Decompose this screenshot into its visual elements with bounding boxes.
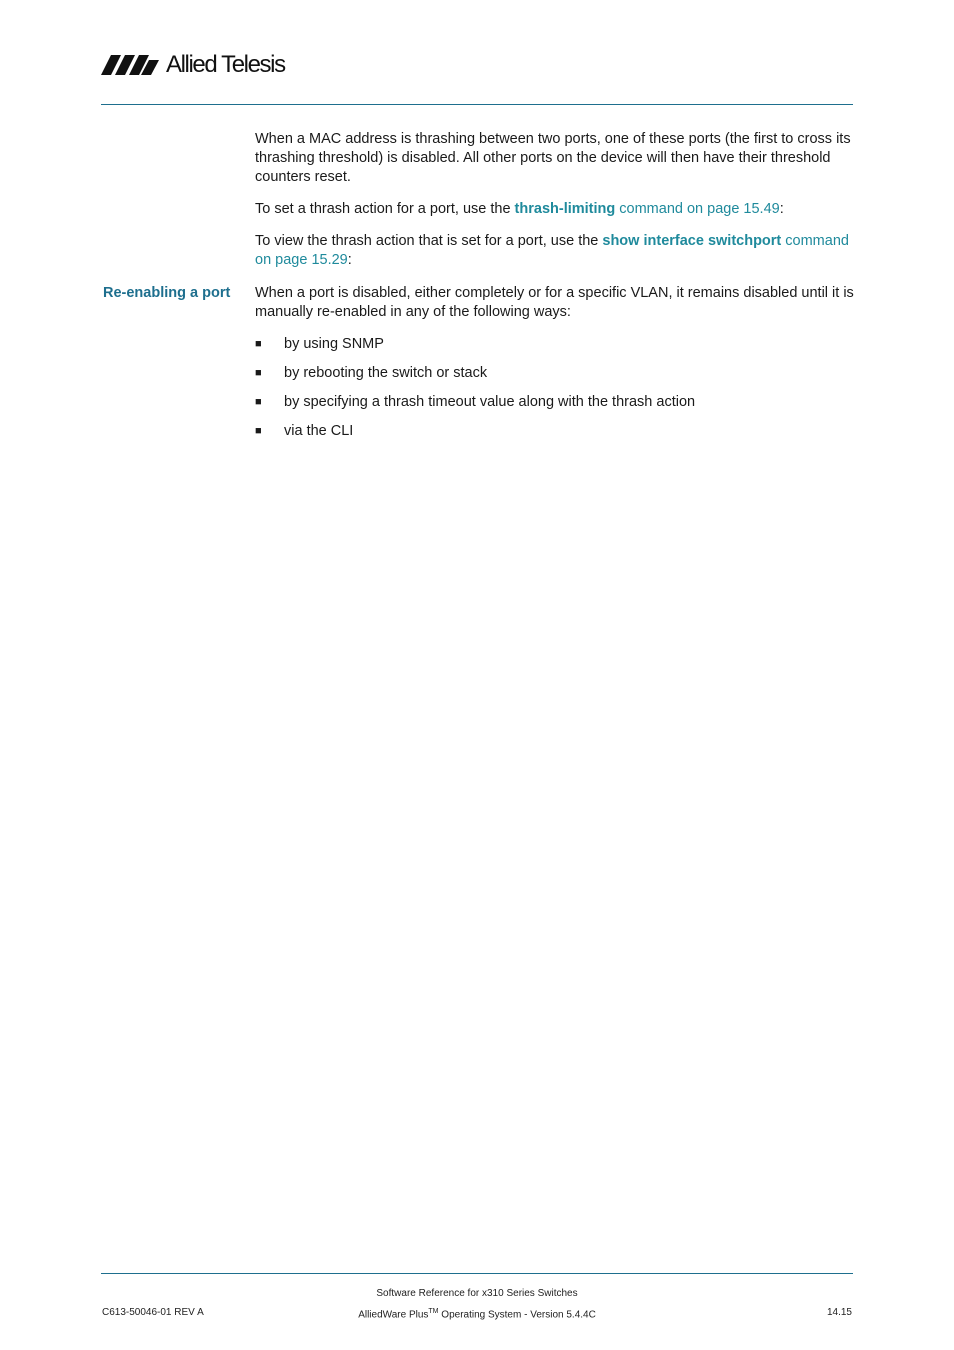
show-interface-switchport-link[interactable]: show interface switchport [602,233,782,249]
footer-doc-title: Software Reference for x310 Series Switches [376,1288,578,1299]
paragraph-view-thrash-action [255,232,855,270]
paragraph-text: To view the thrash action that is set for a port, use the [255,233,603,249]
bullet-icon: ■ [255,425,262,437]
bullet-icon: ■ [255,396,262,408]
footer-divider [101,1273,853,1274]
thrash-limiting-link[interactable]: thrash-limiting [514,201,616,217]
list-item-text: by specifying a thrash timeout value along with the thrash action [284,394,696,410]
paragraph-text: : [347,252,352,268]
page-number: 14.15 [826,1307,852,1318]
bullet-icon: ■ [255,367,262,379]
page-reference-link[interactable]: command on page 15.49 [615,201,780,217]
list-item-text: via the CLI [284,423,354,439]
section-heading: Re-enabling a port [103,285,231,301]
logo-text: Allied Telesis [166,51,285,78]
paragraph-re-enabling: When a port is disabled, either completely or for a specific VLAN, it remains disabled until it is manually re-enabled in any of the following ways: [255,285,854,320]
paragraph-text: : [779,201,784,217]
allied-telesis-logo-mark [101,54,163,76]
page-reference-link[interactable]: command on page 15.29 [255,233,849,268]
list-item-text: by using SNMP [284,336,384,352]
list-item [255,393,695,412]
footer-os-name: AlliedWare Plus [358,1309,429,1321]
bullet-icon: ■ [255,338,262,350]
list-item [255,335,384,354]
footer-doc-code: C613-50046-01 REV A [102,1307,204,1318]
company-logo [101,52,285,78]
header-divider [101,104,853,105]
paragraph-text: To set a thrash action for a port, use the [255,201,515,217]
paragraph-thrashing: When a MAC address is thrashing between two ports, one of these ports (the first to cross its thrashing threshold) is disabled. All other ports on the device will then have their threshold counters reset. [255,131,851,185]
list-item [255,422,353,441]
footer-os-text: Operating System - Version 5.4.4C [438,1309,596,1321]
list-item [255,364,487,383]
paragraph-set-thrash-action [255,200,855,219]
trademark-mark: TM [428,1308,439,1315]
list-item-text: by rebooting the switch or stack [284,365,488,381]
